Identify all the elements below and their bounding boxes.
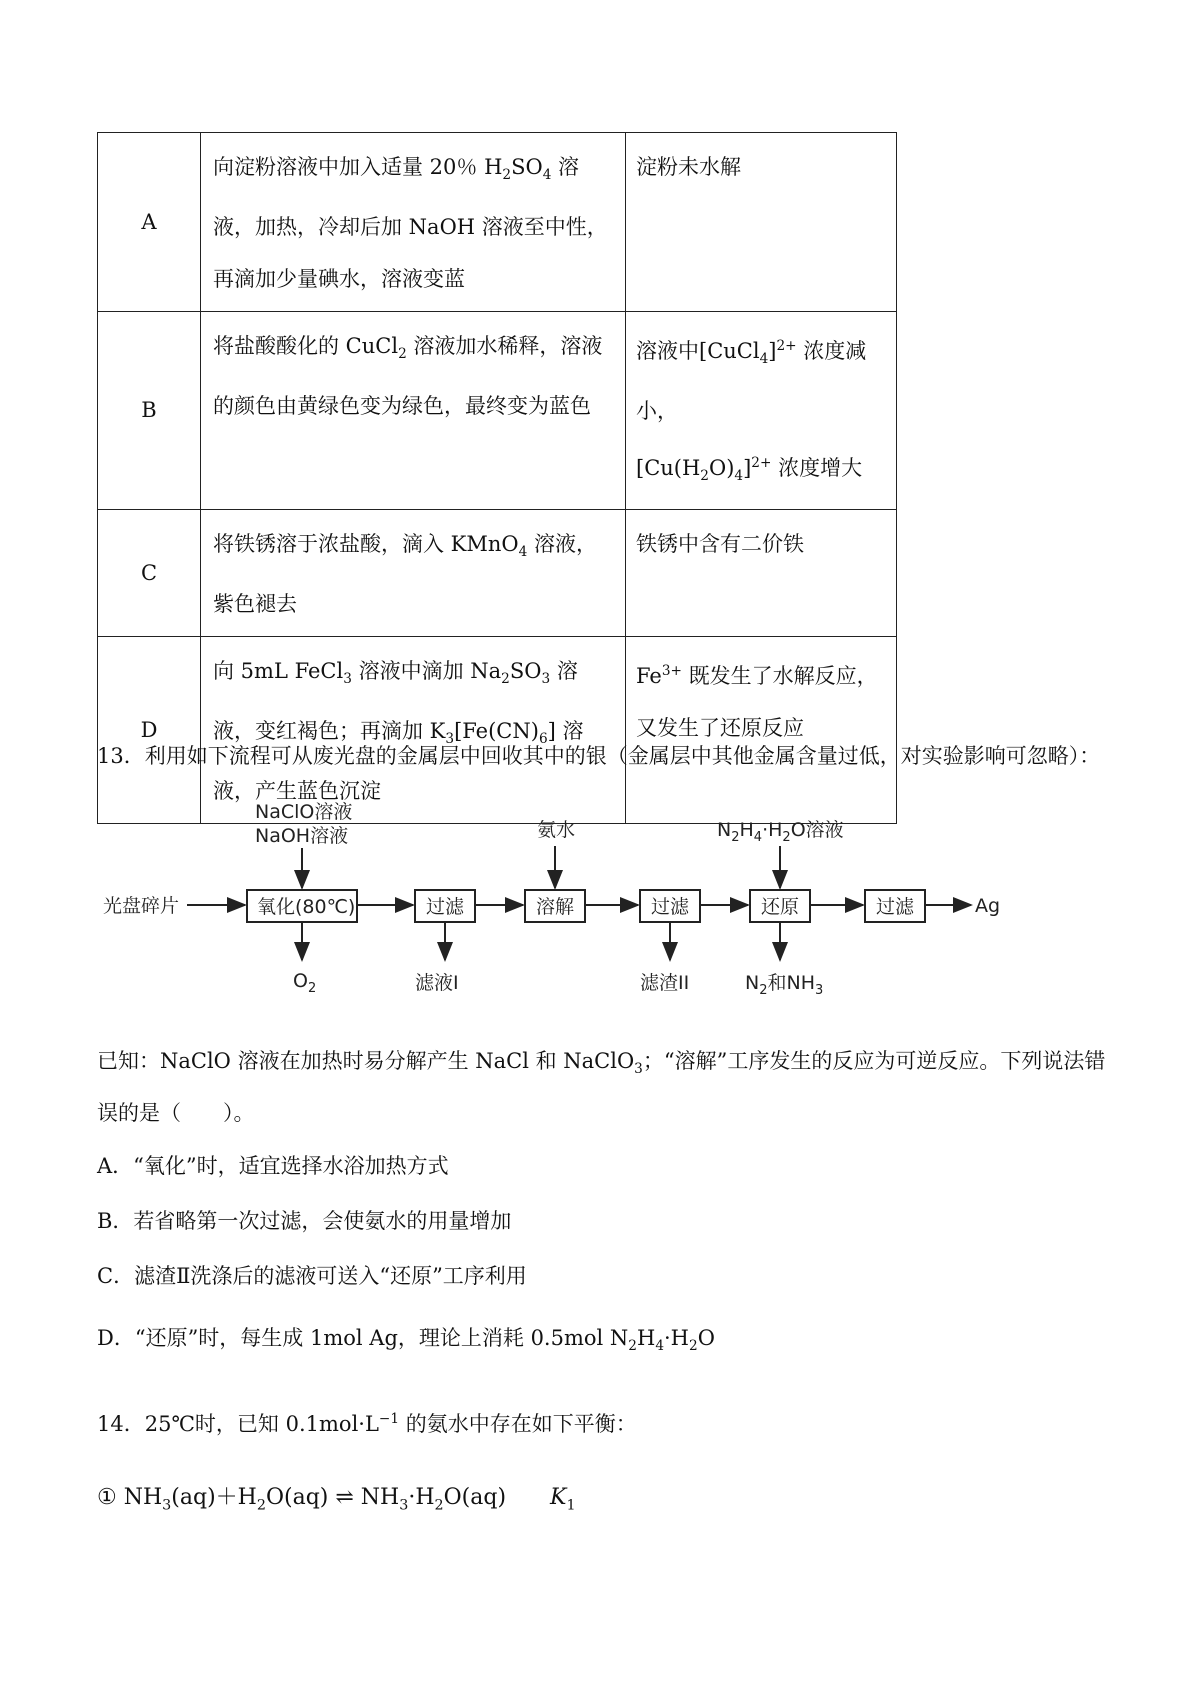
choice-c: C．滤渣Ⅱ洗涤后的滤液可送入“还原”工序利用 <box>97 1264 527 1288</box>
option-label: B <box>98 312 201 509</box>
option-label: A <box>98 133 201 312</box>
conclusion-cell: 溶液中[CuCl$_4$]$^{2+}$ 浓度减小， $[Cu(H_2O)_4]^{2+}$ 浓度增大 <box>626 312 897 509</box>
option-label: C <box>98 509 201 636</box>
choice-b: B．若省略第一次过滤，会使氨水的用量增加 <box>97 1209 512 1233</box>
option-label: D <box>98 636 201 823</box>
table-row <box>98 312 897 509</box>
box-dissolve-label: 溶解 <box>536 896 575 918</box>
known-info-line-1: 已知：NaClO 溶液在加热时易分解产生 NaCl 和 NaClO$_3$；“溶解”工序发生的反应为可逆反应。下列说法错 <box>97 1049 1106 1078</box>
question-13-stem: 13．利用如下流程可从废光盘的金属层中回收其中的银（金属层中其他金属含量过低，对实验影响可忽略）： <box>97 744 1101 768</box>
experiment-table <box>97 132 897 824</box>
conclusion-cell: $Fe^{3+}$ 既发生了水解反应，又发生了还原反应 <box>626 636 897 823</box>
output-gases-label: $N_2$和$NH_3$ <box>745 972 824 998</box>
box-filter-3-label: 过滤 <box>876 896 915 918</box>
output-residue-label: 滤渣II <box>640 972 690 994</box>
table-row <box>98 509 897 636</box>
reagent-naclo-label: NaClO溶液 <box>255 801 353 823</box>
choice-a: A．“氧化”时，适宜选择水浴加热方式 <box>97 1154 449 1178</box>
output-filtrate-label: 滤液I <box>415 972 459 994</box>
conclusion-cell: 淀粉未水解 <box>626 133 897 312</box>
operation-cell: 将盐酸酸化的 CuCl$_2$ 溶液加水稀释，溶液的颜色由黄绿色变为绿色，最终变为蓝色 <box>201 312 626 509</box>
reagent-naoh-label: NaOH溶液 <box>255 825 349 847</box>
flow-start-label: 光盘碎片 <box>103 895 180 917</box>
known-info-line-2: 误的是（ ）。 <box>97 1101 255 1125</box>
operation-cell: 向淀粉溶液中加入适量 20％ $H_2SO_4$ 溶液，加热，冷却后加 NaOH 溶液至中性，再滴加少量碘水，溶液变蓝 <box>201 133 626 312</box>
table-row <box>98 133 897 312</box>
equilibrium-equation-1: ① $NH_3(aq)+H_2O(aq)$ ⇌ $NH_3\cdot H_2O(aq)$ $K_1$ <box>97 1485 576 1514</box>
reagent-ammonia-label: 氨水 <box>537 819 576 841</box>
operation-cell: 向 5mL FeCl$_3$ 溶液中滴加 $Na_2SO_3$ 溶液，变红褐色；再滴加 $K_3[Fe(CN)_6]$ 溶液，产生蓝色沉淀 <box>201 636 626 823</box>
box-filter-1-label: 过滤 <box>426 896 465 918</box>
flow-product-label: Ag <box>975 895 1001 917</box>
process-flow-diagram <box>95 790 1015 1005</box>
output-oxygen-label: $O_2$ <box>293 970 317 996</box>
conclusion-cell: 铁锈中含有二价铁 <box>626 509 897 636</box>
choice-d: D．“还原”时，每生成 1mol Ag，理论上消耗 0.5mol $N_2H_4\cdot H_2O$ <box>97 1326 715 1355</box>
question-14-stem: 14．25℃时，已知 $0.1mol\cdot L^{-1}$ 的氨水中存在如下平衡： <box>97 1411 637 1436</box>
box-filter-2-label: 过滤 <box>651 896 690 918</box>
box-oxidize-label: 氧化(80℃) <box>257 896 356 918</box>
reagent-hydrazine-label: $N_2H_4\cdot H_2O$溶液 <box>717 819 844 845</box>
operation-cell: 将铁锈溶于浓盐酸，滴入 KMnO$_4$ 溶液，紫色褪去 <box>201 509 626 636</box>
box-reduce-label: 还原 <box>761 896 800 918</box>
